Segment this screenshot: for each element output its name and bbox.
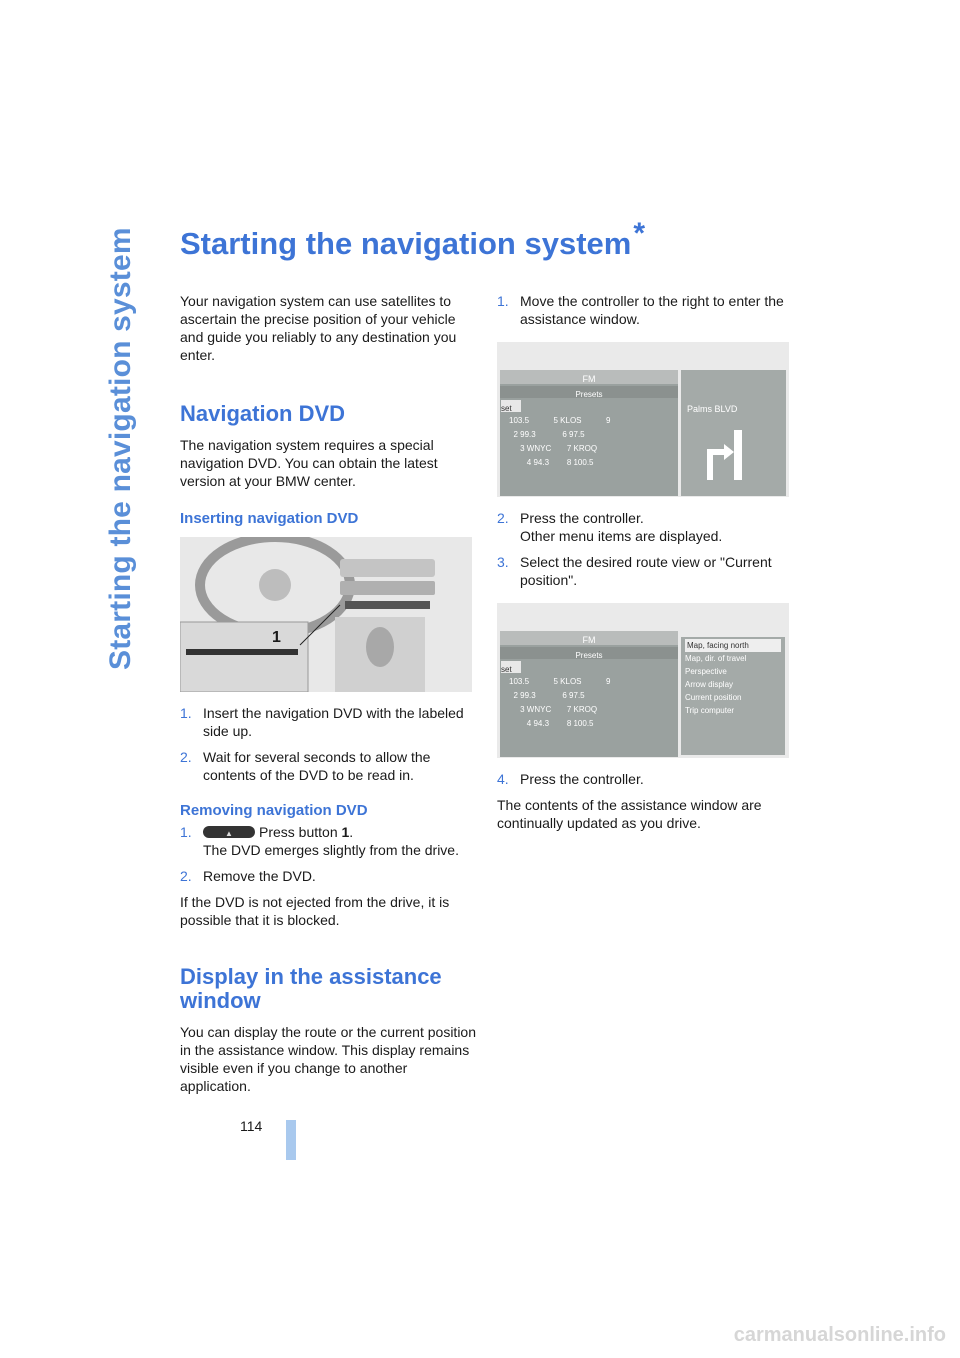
closing-paragraph: The contents of the assistance window are continually updated as you drive.	[497, 797, 762, 831]
menu-item-arrow-display[interactable]: Arrow display	[685, 680, 734, 689]
page-number: 114	[240, 1118, 263, 1134]
menu-item-current-position[interactable]: Current position	[685, 693, 742, 702]
band-label: FM	[582, 374, 596, 384]
assist-step-2: 2. Press the controller. Other menu items are displayed.	[497, 510, 723, 544]
intro-paragraph: Your navigation system can use satellites to ascertain the precise position of your vehicle and guide you reliably to any destination you enter.	[180, 293, 457, 363]
figure-callout-1: 1	[272, 629, 281, 646]
remove-step-2: 2. Remove the DVD.	[180, 868, 316, 884]
dashboard-illustration	[180, 537, 472, 692]
station-list: 103.5 5 KLOS 9 2 99.3 6 97.5 3 WNYC 7 KROQ 4 94.3 8 100.5	[509, 677, 611, 728]
assist-step-3: 3. Select the desired route view or "Current position".	[497, 554, 772, 588]
left-column	[180, 292, 476, 1105]
set-label: set	[501, 400, 521, 412]
insert-step-2: 2. Wait for several seconds to allow the contents of the DVD to be read in.	[180, 749, 431, 783]
blocked-note: If the DVD is not ejected from the drive, it is possible that it is blocked.	[180, 894, 450, 928]
eject-button-icon	[203, 826, 255, 838]
sidebar-chapter-title: Starting the navigation system	[104, 227, 137, 670]
optional-equipment-asterisk: *	[633, 216, 646, 250]
presets-label: Presets	[575, 651, 603, 660]
street-name: Palms BLVD	[687, 404, 738, 414]
menu-item-trip-computer[interactable]: Trip computer	[685, 706, 735, 715]
band-label: FM	[582, 635, 596, 645]
assist-step-1: 1. Move the controller to the right to enter the assistance window.	[497, 293, 784, 327]
page-title: Starting the navigation system*	[180, 216, 646, 261]
assistance-menu	[681, 637, 785, 755]
screenshot-route-view	[497, 342, 789, 497]
watermark: carmanualsonline.info	[733, 1324, 946, 1346]
assist-step-4: 4. Press the controller.	[497, 771, 644, 787]
subsection-title-inserting: Inserting navigation DVD	[180, 510, 359, 527]
menu-item-map-dir-travel[interactable]: Map, dir. of travel	[685, 654, 747, 663]
dvd-paragraph: The navigation system requires a special navigation DVD. You can obtain the latest version at your BMW center.	[180, 437, 438, 489]
page-marker-bar	[286, 1120, 296, 1160]
assistance-paragraph: You can display the route or the current position in the assistance window. This display remains visible even if you change to another application.	[180, 1024, 477, 1094]
remove-step-1: 1. ▲ Press button 1. The DVD emerges slightly from the drive.	[180, 823, 476, 859]
dashboard-figure	[180, 537, 472, 692]
right-column	[497, 292, 793, 842]
insert-step-1: 1. Insert the navigation DVD with the labeled side up.	[180, 705, 464, 739]
assistance-window	[681, 370, 786, 496]
section-title-navigation-dvd: Navigation DVD	[180, 401, 346, 426]
menu-item-perspective[interactable]: Perspective	[685, 667, 727, 676]
set-label: set	[501, 661, 521, 673]
menu-item-map-facing-north[interactable]: Map, facing north	[685, 639, 781, 652]
screenshot-menu-view	[497, 603, 789, 758]
section-title-assistance: Display in the assistance window	[180, 964, 442, 1013]
turn-right-arrow-icon	[706, 422, 761, 482]
subsection-title-removing: Removing navigation DVD	[180, 802, 368, 819]
station-list: 103.5 5 KLOS 9 2 99.3 6 97.5 3 WNYC 7 KROQ 4 94.3 8 100.5	[509, 416, 611, 467]
presets-label: Presets	[575, 390, 603, 399]
